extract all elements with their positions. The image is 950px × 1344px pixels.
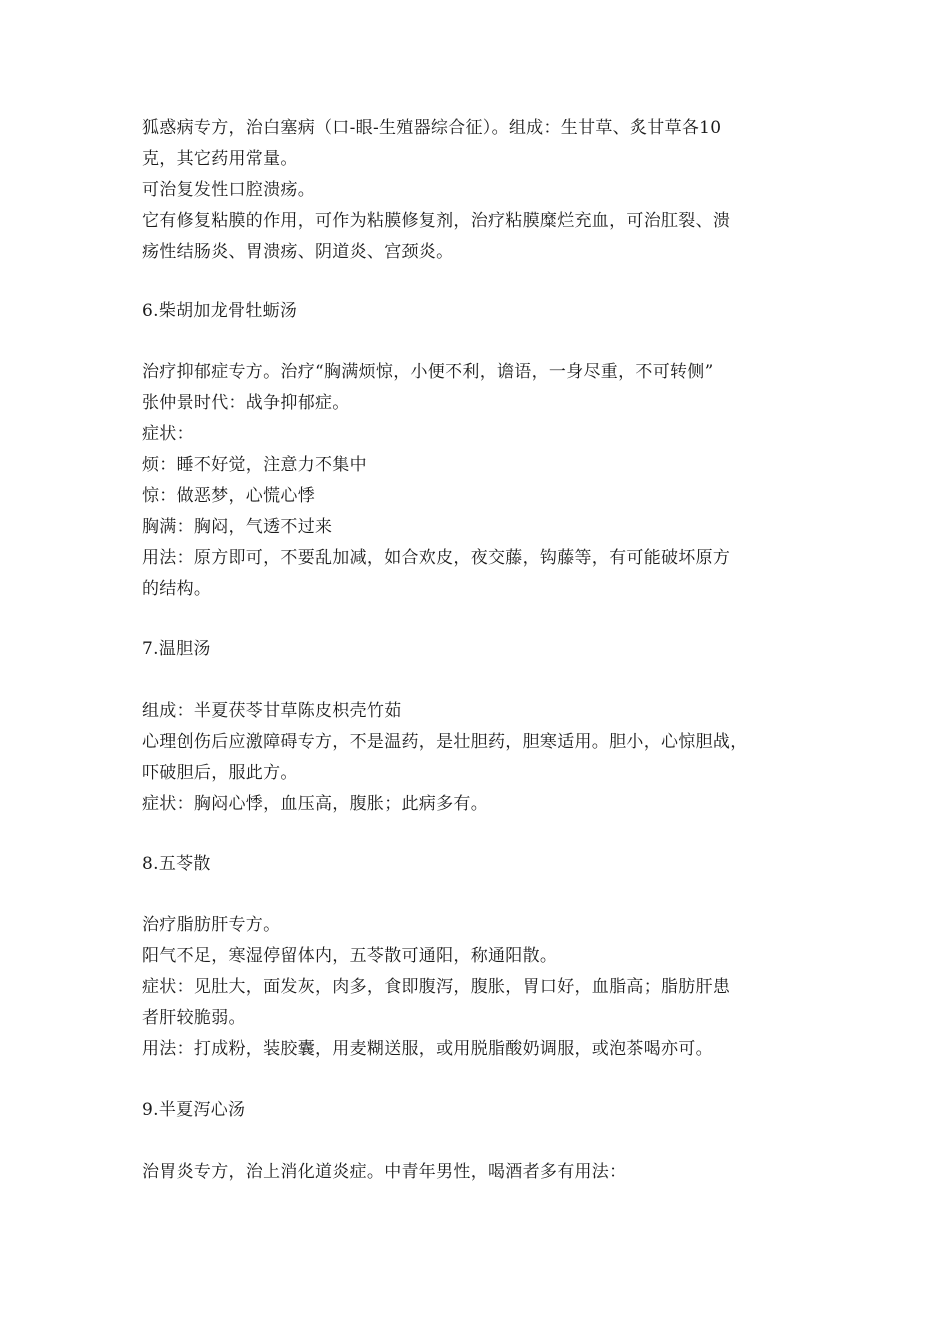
paragraph-line: 烦：睡不好觉，注意力不集中 [142,455,367,475]
paragraph-line: 惊：做恶梦，心慌心悸 [142,486,315,506]
paragraph-line: 症状：胸闷心悸，血压高，腹胀；此病多有。 [142,794,488,814]
section-heading-7: 7.温胆汤 [142,639,211,659]
paragraph-line: 吓破胆后，服此方。 [142,763,298,783]
paragraph-line: 阳气不足，寒湿停留体内，五苓散可通阳，称通阳散。 [142,946,558,966]
paragraph-line: 的结构。 [142,579,212,599]
paragraph-line: 心理创伤后应激障碍专方，不是温药，是壮胆药，胆寒适用。胆小，心惊胆战， [142,732,748,752]
paragraph-line: 用法：原方即可，不要乱加减，如合欢皮，夜交藤，钩藤等，有可能破坏原方 [142,548,731,568]
section-heading-9: 9.半夏泻心汤 [142,1100,246,1120]
section-heading-6: 6.柴胡加龙骨牡蛎汤 [142,301,298,321]
section-heading-8: 8.五苓散 [142,854,211,874]
paragraph-line: 张仲景时代：战争抑郁症。 [142,393,350,413]
paragraph-line: 症状：见肚大，面发灰，肉多，食即腹泻，腹胀，胃口好，血脂高；脂肪肝患 [142,977,731,997]
paragraph-line: 治疗脂肪肝专方。 [142,915,281,935]
paragraph-line: 胸满：胸闷，气透不过来 [142,517,333,537]
paragraph-line: 它有修复粘膜的作用，可作为粘膜修复剂，治疗粘膜糜烂充血，可治肛裂、溃 [142,211,731,231]
paragraph-line: 克，其它药用常量。 [142,149,298,169]
paragraph-line: 可治复发性口腔溃疡。 [142,180,315,200]
paragraph-line: 治胃炎专方，治上消化道炎症。中青年男性，喝酒者多有用法： [142,1162,627,1182]
paragraph-line: 治疗抑郁症专方。治疗“胸满烦惊，小便不利，谵语，一身尽重，不可转侧” [142,362,714,382]
paragraph-line: 用法：打成粉，装胶囊，用麦糊送服，或用脱脂酸奶调服，或泡茶喝亦可。 [142,1039,713,1059]
paragraph-line: 者肝较脆弱。 [142,1008,246,1028]
paragraph-line: 症状： [142,424,194,444]
paragraph-line: 疡性结肠炎、胃溃疡、阴道炎、宫颈炎。 [142,242,454,262]
paragraph-line: 狐惑病专方，治白塞病（口-眼-生殖器综合征）。组成：生甘草、炙甘草各10 [142,118,722,138]
paragraph-line: 组成：半夏茯苓甘草陈皮枳壳竹茹 [142,701,402,721]
